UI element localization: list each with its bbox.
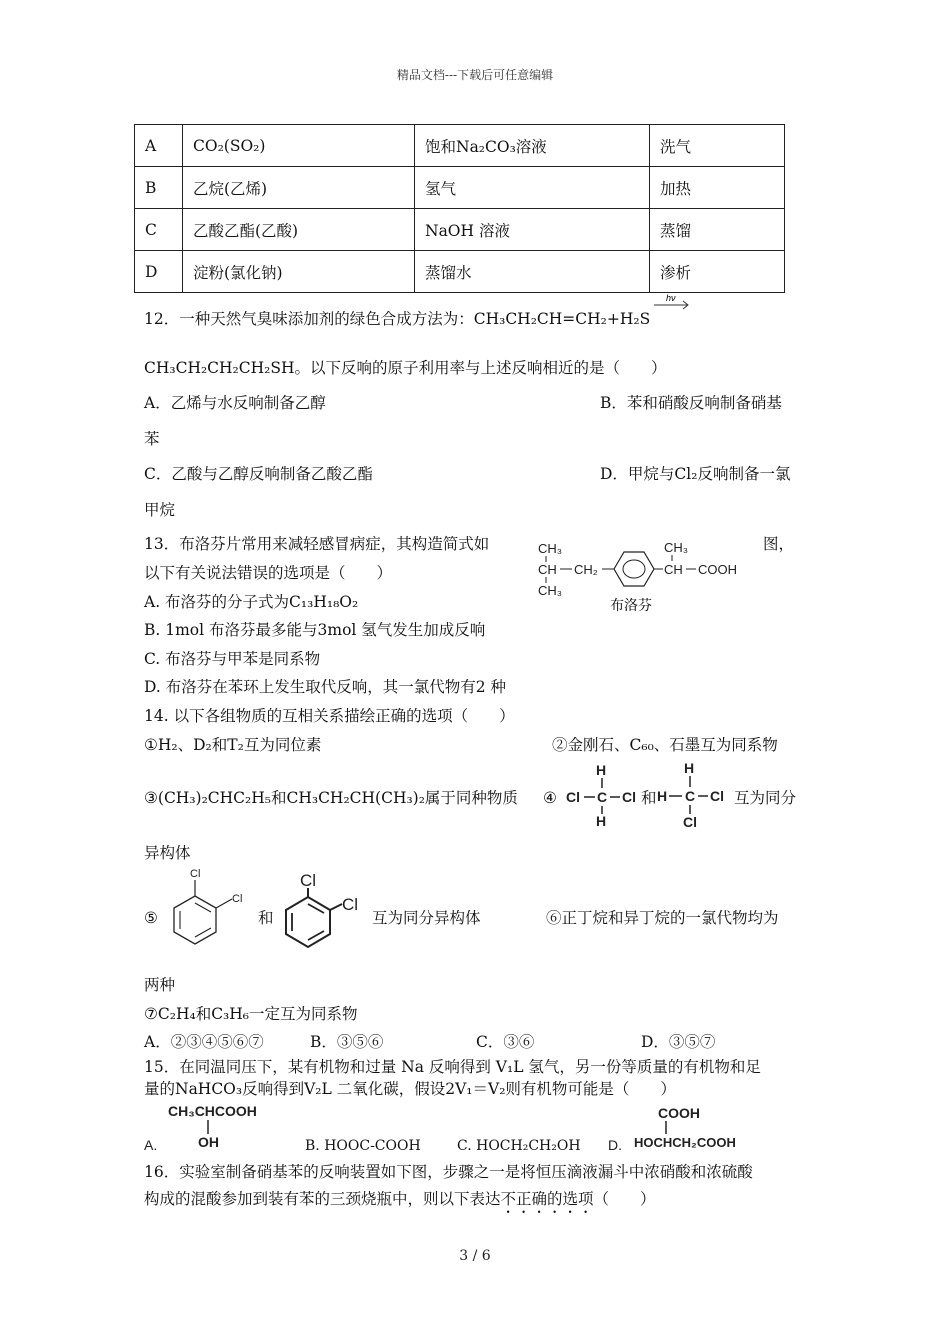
q13-option-a: A. 布洛芬的分子式为C₁₃H₁₈O₂ — [144, 593, 359, 611]
q14-statement-4-num: ④ — [543, 789, 557, 807]
q12-option-b: B．苯和硝酸反响制备硝基 — [600, 394, 782, 412]
q15-option-d-structure — [604, 1100, 744, 1156]
q14-statement-3: ③(CH₃)₂CHC₂H₅和CH₃CH₂CH(CH₃)₂属于同种物质 — [144, 789, 518, 807]
q16-emphasis: 不正确的选项 — [500, 1190, 594, 1208]
q14-option-a: A．②③④⑤⑥⑦ — [144, 1033, 264, 1051]
atom-label: Cl — [342, 895, 359, 914]
atom-label: H — [657, 788, 668, 804]
atom-label: C — [685, 788, 696, 804]
q14-option-b: B．③⑤⑥ — [310, 1033, 384, 1051]
atom-label: CH₂ — [574, 562, 598, 577]
q12-line2: CH₃CH₂CH₂CH₂SH。以下反响的原子利用率与上述反响相近的是（ ） — [144, 359, 667, 377]
table-cell: B — [135, 167, 183, 209]
q13-line1-end: 图， — [763, 535, 795, 553]
q14-statement-6-cont: 两种 — [144, 976, 176, 994]
atom-label: CH₃CHCOOH — [168, 1103, 257, 1119]
table-cell: 加热 — [650, 167, 785, 209]
table-cell: 饱和Na₂CO₃溶液 — [415, 125, 650, 167]
table-cell: 淀粉(氯化钠) — [183, 251, 415, 293]
atom-label: Cl — [710, 788, 724, 804]
q14-option-d: D．③⑤⑦ — [641, 1033, 716, 1051]
q15-line1: 15．在同温同压下，某有机物和过量 Na 反响得到 V₁L 氢气，另一份等质量的有机物和足 — [144, 1058, 761, 1076]
table-row — [135, 251, 785, 293]
atom-label: H — [596, 762, 607, 778]
q12-option-b-cont: 苯 — [144, 430, 160, 448]
atom-label: H — [596, 813, 607, 829]
q12-option-c: C．乙酸与乙醇反响制备乙酸乙酯 — [144, 465, 373, 483]
page-number: 3 / 6 — [459, 1248, 491, 1264]
atom-label: Cl — [190, 868, 201, 880]
q12-line1: 12．一种天然气臭味添加剂的绿色合成方法为：CH₃CH₂CH=CH₂+H₂S — [144, 310, 651, 328]
table-cell: 乙烷(乙烯) — [183, 167, 415, 209]
dichlorobenzene-structure-2 — [280, 864, 372, 964]
table-cell: CO₂(SO₂) — [183, 125, 415, 167]
option-label: A. — [144, 1137, 158, 1153]
q14-statement-4-cont: 异构体 — [144, 844, 191, 862]
q14-statement-7: ⑦C₂H₄和C₃H₆一定互为同系物 — [144, 1005, 358, 1023]
ibuprofen-structure — [530, 532, 746, 616]
table-cell: D — [135, 251, 183, 293]
table-cell: 渗析 — [650, 251, 785, 293]
table-row — [135, 167, 785, 209]
atom-label: COOH — [698, 562, 737, 577]
q12-option-d: D．甲烷与Cl₂反响制备一氯 — [600, 465, 791, 483]
q16-line2 — [144, 1189, 656, 1217]
option-label: D. — [608, 1137, 622, 1153]
q13-option-d: D. 布洛芬在苯环上发生取代反响，其一氯代物有2 种 — [144, 678, 507, 696]
atom-label: Cl — [232, 893, 243, 905]
q15-option-a-structure — [140, 1100, 280, 1156]
q16-line2-b: （ ） — [593, 1190, 656, 1208]
arrow-label: hν — [666, 293, 676, 303]
page-header: 精品文档---下载后可任意编辑 — [396, 68, 554, 82]
table-cell: 蒸馏 — [650, 209, 785, 251]
q14-statement-4-end: 互为同分 — [734, 789, 797, 807]
q15-line2: 量的NaHCO₃反响得到V₂L 二氧化碳，假设2V₁＝V₂则有机物可能是（ ） — [144, 1080, 676, 1098]
q14-statement-1: ①H₂、D₂和T₂互为同位素 — [144, 736, 322, 754]
q16-line1: 16．实验室制备硝基苯的反响装置如下图，步骤之一是将恒压滴液漏斗中浓硝酸和浓硫酸 — [144, 1163, 753, 1181]
table-cell: 蒸馏水 — [415, 251, 650, 293]
q13-option-c: C. 布洛芬与甲苯是同系物 — [144, 650, 321, 668]
table-cell: 乙酸乙酯(乙酸) — [183, 209, 415, 251]
dichloromethane-structure-2 — [656, 757, 734, 831]
table-cell: 氢气 — [415, 167, 650, 209]
atom-label: CH — [664, 562, 683, 577]
q14-statement-2: ②金刚石、C₆₀、石墨互为同系物 — [552, 736, 778, 754]
atom-label: H — [684, 760, 695, 776]
atom-label: CH₃ — [538, 583, 563, 598]
atom-label: Cl — [683, 814, 697, 830]
table-cell: 洗气 — [650, 125, 785, 167]
q14-statement-5-and: 和 — [258, 909, 274, 927]
dichloromethane-structure-1 — [562, 760, 642, 830]
dichlorobenzene-structure-1 — [164, 864, 258, 964]
q13-option-b: B. 1mol 布洛芬最多能与3mol 氢气发生加成反响 — [144, 621, 486, 639]
q14-statement-4-and: 和 — [641, 789, 657, 807]
q12-option-a: A．乙烯与水反响制备乙醇 — [144, 394, 326, 412]
q14-statement-5-num: ⑤ — [144, 909, 158, 927]
q14-line1: 14. 以下各组物质的互相关系描绘正确的选项（ ） — [144, 707, 515, 725]
table-cell: C — [135, 209, 183, 251]
atom-label: C — [597, 789, 608, 805]
atom-label: COOH — [658, 1105, 700, 1121]
reaction-arrow-icon — [652, 290, 692, 312]
atom-label: Cl — [566, 789, 580, 805]
atom-label: HOCHCH₂COOH — [634, 1135, 736, 1150]
q13-line2: 以下有关说法错误的选项是（ ） — [144, 564, 393, 582]
q15-option-c: C. HOCH₂CH₂OH — [457, 1138, 581, 1154]
ibuprofen-label: 布洛芬 — [610, 597, 652, 613]
q14-statement-5-end: 互为同分异构体 — [372, 909, 481, 927]
q14-option-c: C．③⑥ — [476, 1033, 535, 1051]
atom-label: Cl — [300, 871, 317, 890]
q15-option-b: B. HOOC-COOH — [305, 1138, 421, 1154]
table-row — [135, 125, 785, 167]
table-row — [135, 209, 785, 251]
table-cell: A — [135, 125, 183, 167]
atom-label: Cl — [622, 789, 636, 805]
atom-label: CH₃ — [664, 540, 689, 555]
q16-line2-a: 构成的混酸参加到装有苯的三颈烧瓶中，则以下表达 — [144, 1190, 501, 1208]
atom-label: CH — [538, 562, 557, 577]
q13-line1: 13．布洛芬片常用来减轻感冒病症，其构造简式如 — [144, 535, 490, 553]
separation-table — [134, 124, 785, 293]
q14-statement-6: ⑥正丁烷和异丁烷的一氯代物均为 — [546, 909, 779, 927]
atom-label: CH₃ — [538, 541, 563, 556]
atom-label: OH — [198, 1134, 219, 1150]
table-cell: NaOH 溶液 — [415, 209, 650, 251]
q12-option-d-cont: 甲烷 — [144, 501, 176, 519]
